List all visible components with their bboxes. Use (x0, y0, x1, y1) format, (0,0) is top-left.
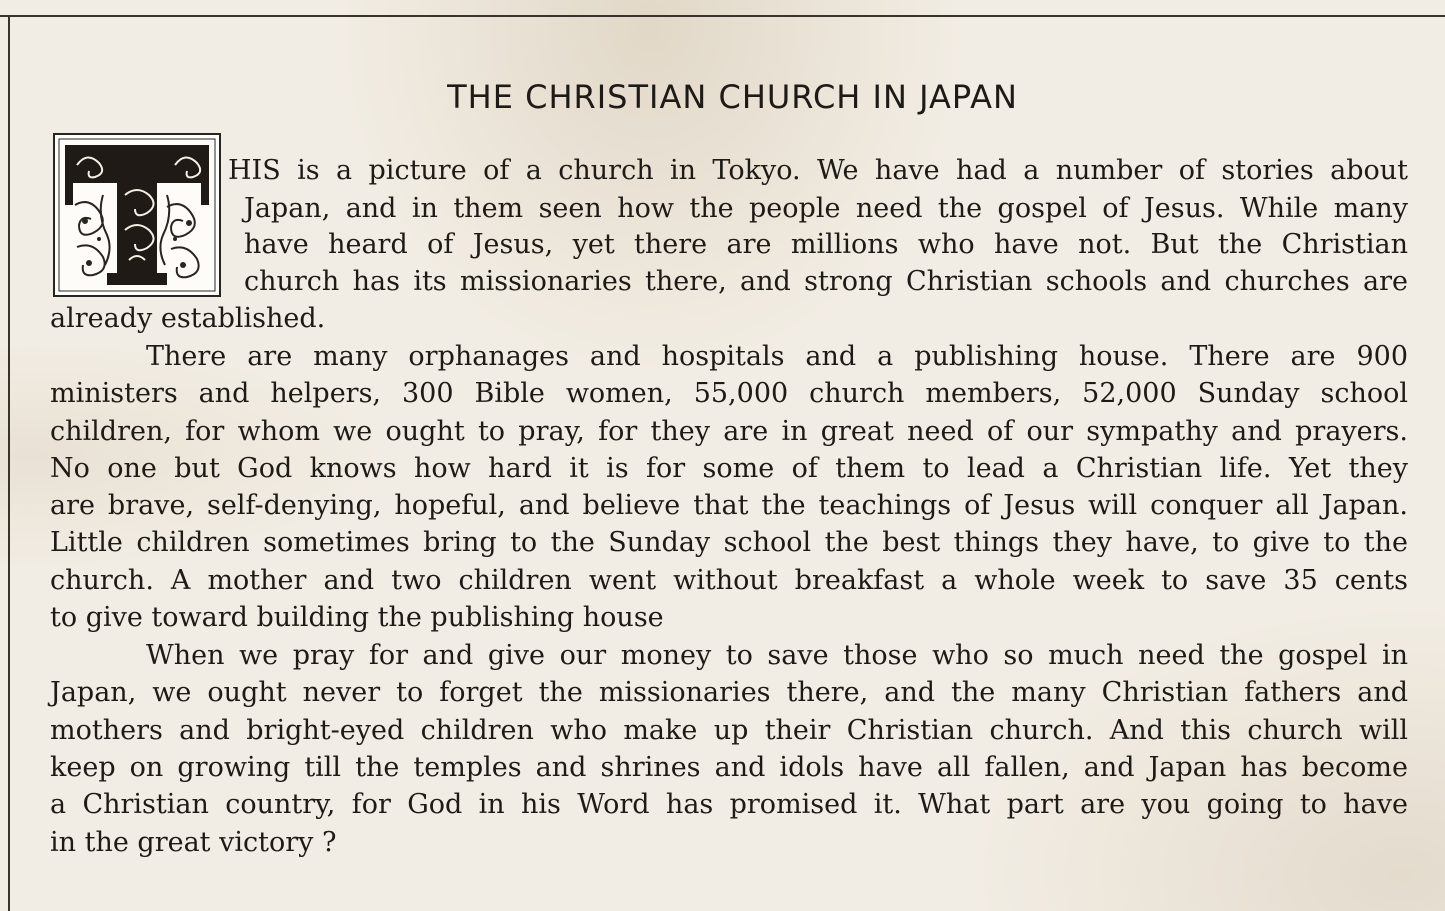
decorative-drop-cap-t (53, 133, 221, 297)
paragraph-2-line-8: to give toward building the publishing house (50, 602, 664, 633)
paragraph-2-line-2: ministers and helpers, 300 Bible women, 55,000 church members, 52,000 Sunday school (50, 378, 1408, 409)
paragraph-3-line-4: keep on growing till the temples and shrines and idols have all fallen, and Japan has become (50, 752, 1408, 783)
paragraph-3-line-1: When we pray for and give our money to save those who so much need the gospel in (146, 640, 1408, 671)
page-title: THE CHRISTIAN CHURCH IN JAPAN (447, 78, 1018, 116)
paragraph-1-line-5: already established. (50, 303, 326, 334)
paragraph-2-line-5: are brave, self-denying, hopeful, and believe that the teachings of Jesus will conquer all Japan. (50, 490, 1408, 521)
paragraph-2-line-1: There are many orphanages and hospitals and a publishing house. There are 900 (146, 341, 1408, 372)
paragraph-3-line-6: in the great victory ? (50, 827, 337, 858)
paragraph-3-line-2: Japan, we ought never to forget the missionaries there, and the many Christian fathers and (50, 677, 1408, 708)
paragraph-2-line-7: church. A mother and two children went without breakfast a whole week to save 35 cents (50, 565, 1408, 596)
left-border-rule (8, 15, 10, 911)
paragraph-1-line-2: Japan, and in them seen how the people need the gospel of Jesus. While many (244, 193, 1408, 224)
paragraph-1-line-4: church has its missionaries there, and strong Christian schools and churches are (244, 266, 1408, 297)
paragraph-1-line-1: HIS is a picture of a church in Tokyo. We have had a number of stories about (228, 155, 1408, 186)
paragraph-2-line-6: Little children sometimes bring to the Sunday school the best things they have, to give to the (50, 527, 1408, 558)
paragraph-2-line-4: No one but God knows how hard it is for some of them to lead a Christian life. Yet they (50, 453, 1408, 484)
paragraph-3-line-5: a Christian country, for God in his Word has promised it. What part are you going to have (50, 789, 1408, 820)
paragraph-3-line-3: mothers and bright-eyed children who make up their Christian church. And this church will (50, 715, 1408, 746)
paragraph-2-line-3: children, for whom we ought to pray, for they are in great need of our sympathy and prayers. (50, 416, 1408, 447)
paragraph-1-line-3: have heard of Jesus, yet there are millions who have not. But the Christian (244, 229, 1408, 260)
top-border-rule (0, 15, 1445, 17)
